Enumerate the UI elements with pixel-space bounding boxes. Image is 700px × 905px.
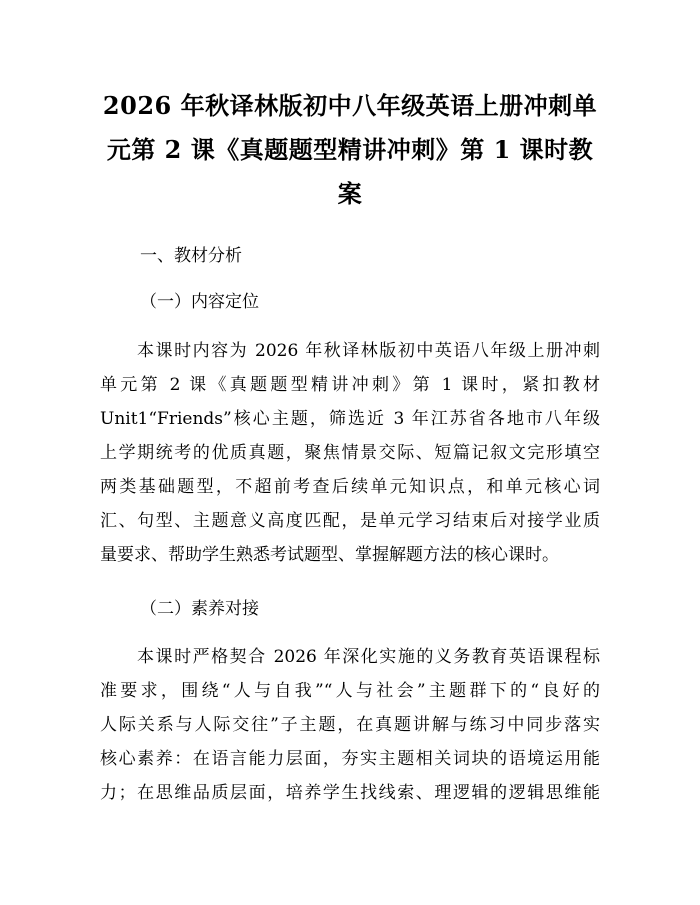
paragraph-line: 汇、句型、主题意义高度匹配，是单元学习结束后对接学业质	[100, 511, 600, 531]
paragraph-line: 量要求、帮助学生熟悉考试题型、掌握解题方法的核心课时。	[100, 545, 559, 565]
title-line-3: 案	[337, 179, 363, 208]
paragraph-line: 单元第 2 课《真题题型精讲冲刺》第 1 课时，紧扣教材	[100, 375, 600, 395]
subsection-heading-content-positioning: （一）内容定位	[140, 292, 259, 312]
paragraph-line: 本课时严格契合 2026 年深化实施的义务教育英语课程标	[100, 647, 600, 667]
paragraph-line: 两类基础题型，不超前考查后续单元知识点，和单元核心词	[100, 477, 600, 497]
paragraph-line: 准要求，围绕“人与自我”“人与社会”主题群下的“良好的	[100, 681, 600, 701]
paragraph-line: 上学期统考的优质真题，聚焦情景交际、短篇记叙文完形填空	[100, 443, 600, 463]
paragraph-line: 力；在思维品质层面，培养学生找线索、理逻辑的逻辑思维能	[100, 783, 600, 803]
paragraph-content-positioning	[100, 334, 600, 572]
paragraph-line: Unit1“Friends”核心主题，筛选近 3 年江苏省各地市八年级	[100, 409, 600, 429]
subsection-heading-literacy-alignment: （二）素养对接	[140, 599, 259, 619]
paragraph-line: 核心素养：在语言能力层面，夯实主题相关词块的语境运用能	[100, 749, 600, 769]
document-title	[100, 84, 600, 216]
paragraph-line: 本课时内容为 2026 年秋译林版初中英语八年级上册冲刺	[100, 341, 600, 361]
paragraph-line: 人际关系与人际交往”子主题，在真题讲解与练习中同步落实	[100, 715, 600, 735]
section-heading-textbook-analysis: 一、教材分析	[140, 246, 242, 266]
title-line-2: 元第 2 课《真题题型精讲冲刺》第 1 课时教	[106, 135, 594, 164]
title-line-1: 2026 年秋译林版初中八年级英语上册冲刺单	[102, 91, 598, 120]
paragraph-literacy-alignment	[100, 640, 600, 810]
